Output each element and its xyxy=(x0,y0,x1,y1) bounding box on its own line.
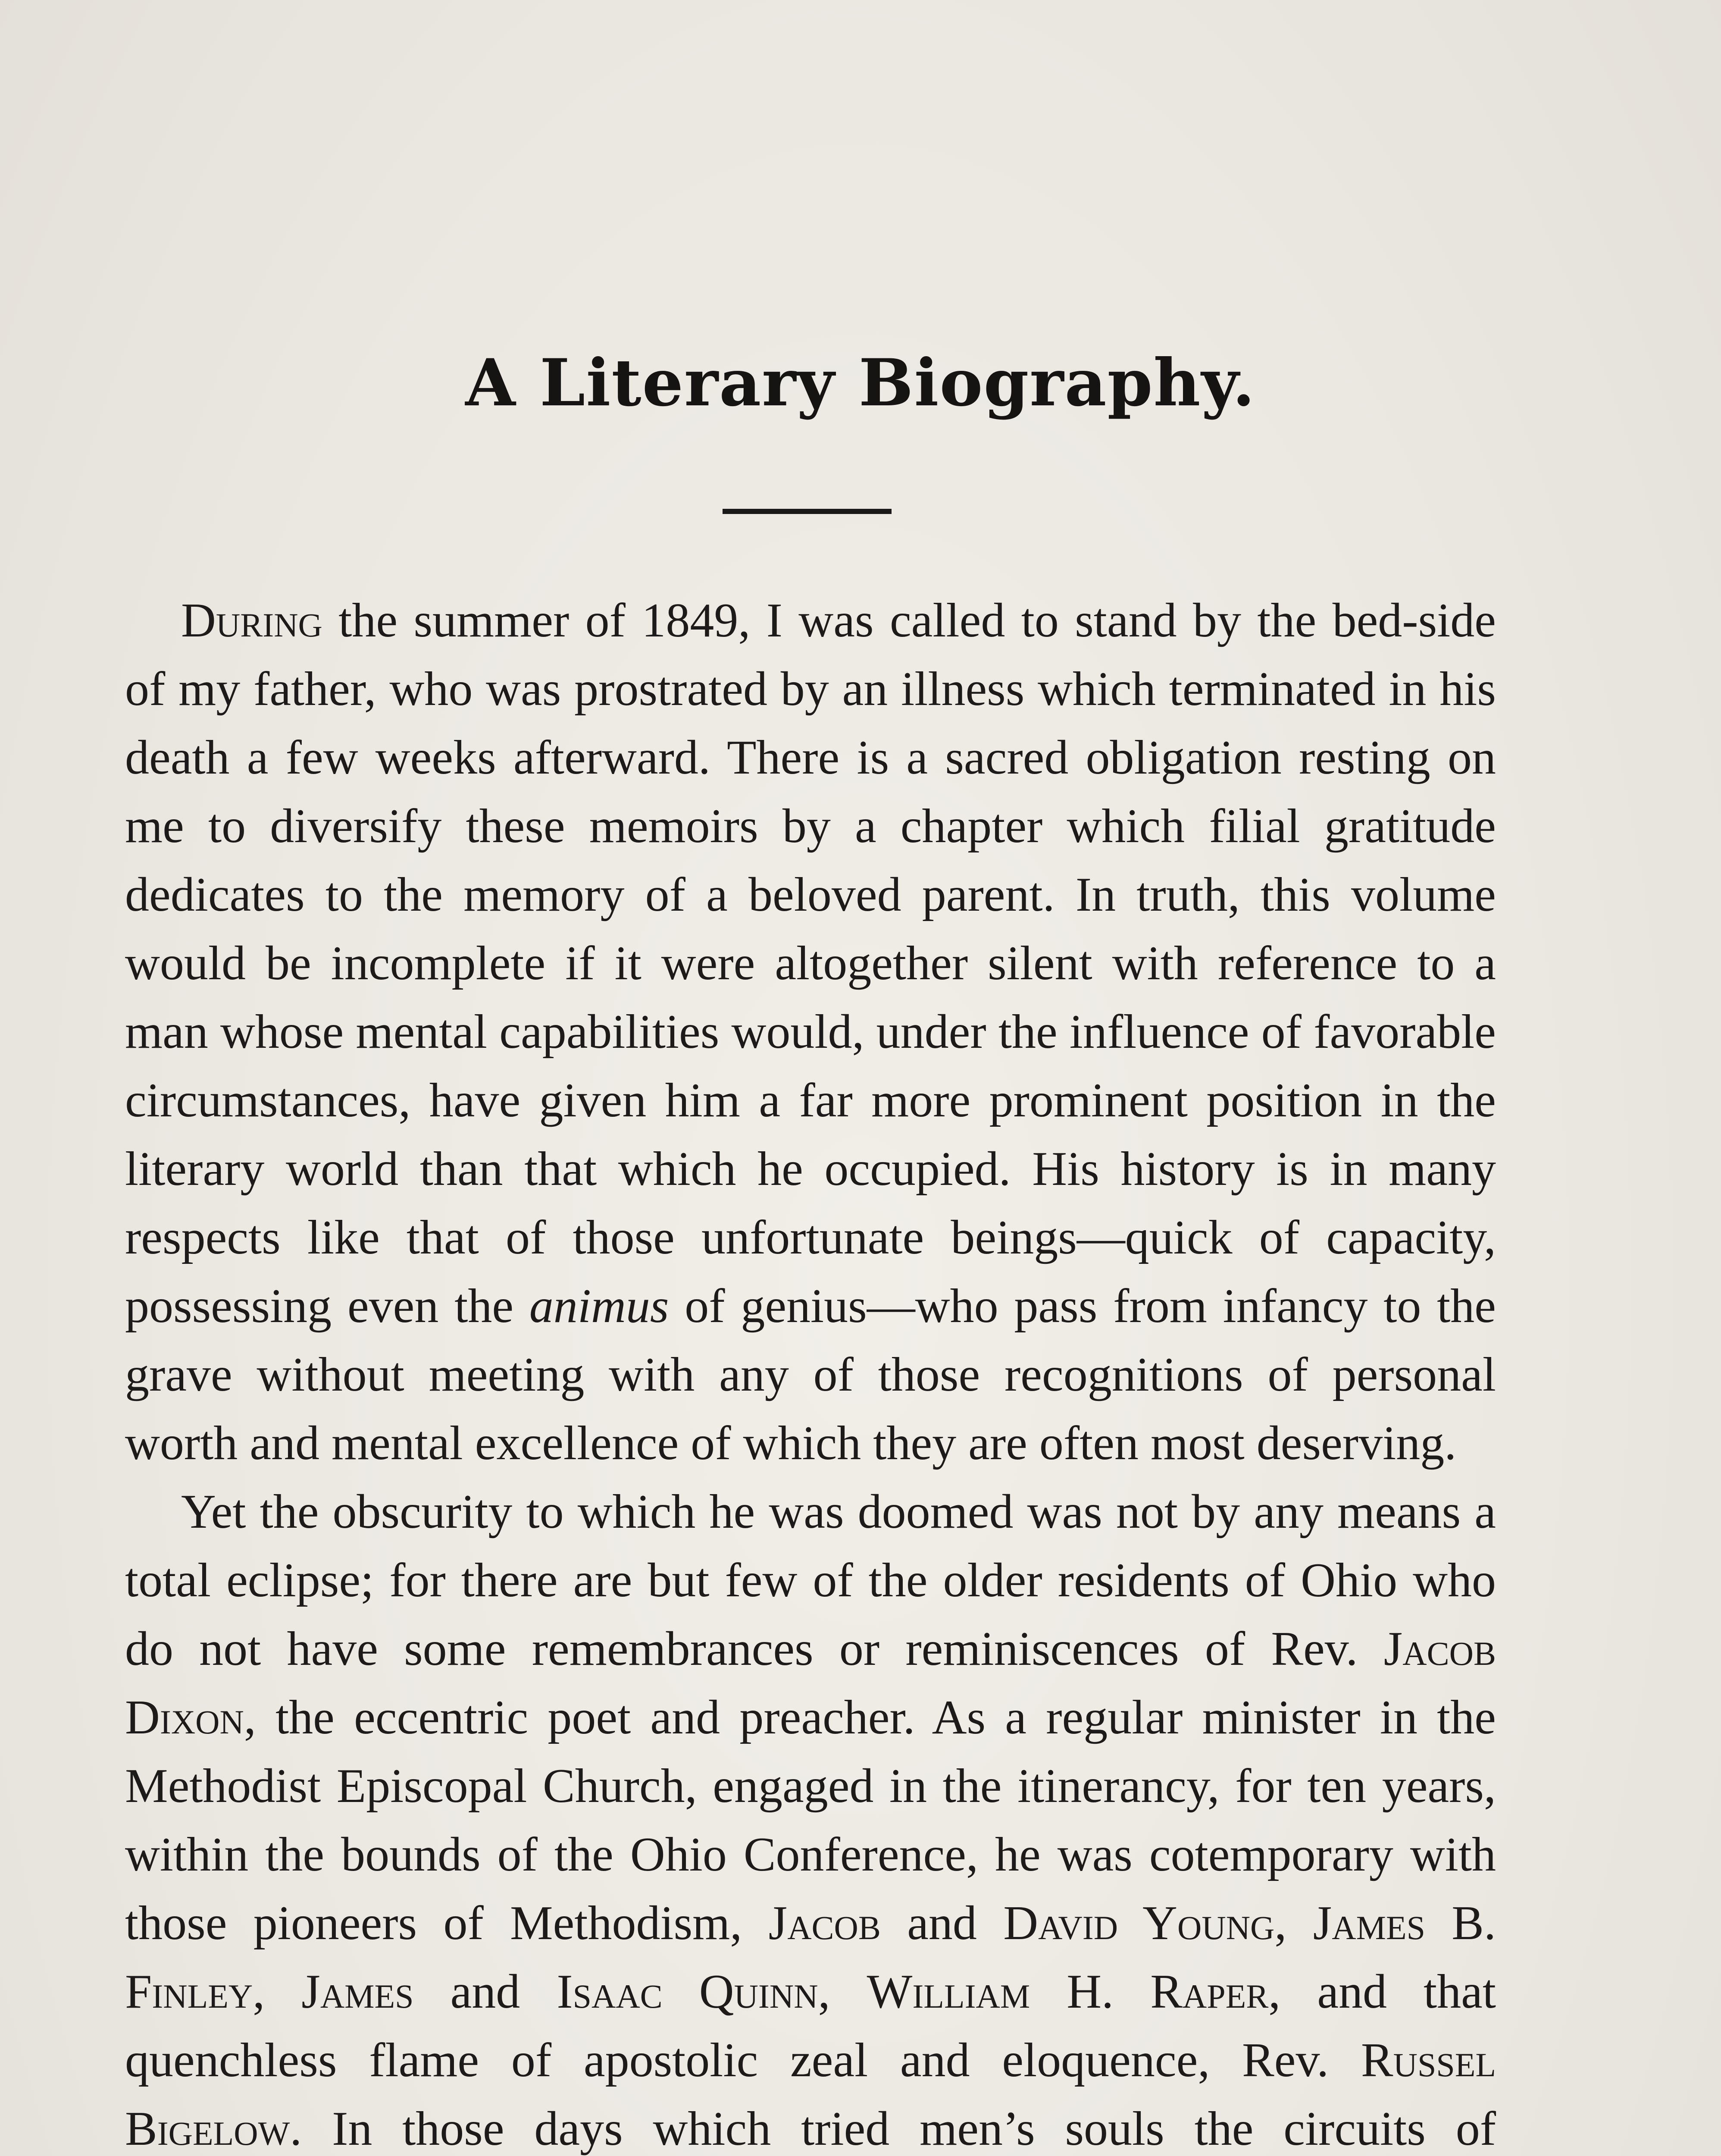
small-caps-run: James xyxy=(301,1965,414,2018)
text-run: Yet the obscurity to which he was doomed was not by any means a total eclipse; for there are but few of the older residents of Ohio who do not have some remembrances or reminiscences of Rev. xyxy=(125,1485,1496,1676)
text-run: , xyxy=(253,1965,302,2018)
text-run: , xyxy=(1274,1896,1313,1950)
small-caps-run: During xyxy=(181,594,322,647)
title-rule xyxy=(723,509,892,514)
text-run: and xyxy=(413,1965,557,2018)
small-caps-run: Russel Bigelow xyxy=(125,2034,1496,2156)
paragraph xyxy=(125,586,1496,1478)
text-run: and xyxy=(880,1896,1004,1950)
text-run: of genius—who pass from infancy to the grave without meeting with any of those recognitions of personal worth and mental excellence of which they are often most deserving. xyxy=(125,1279,1496,1470)
small-caps-run: Jacob Dixon xyxy=(125,1622,1496,1744)
small-caps-run: David Young xyxy=(1003,1896,1275,1950)
italic-run: animus xyxy=(529,1279,669,1333)
text-run: , and that quenchless flame of apostolic zeal and eloquence, Rev. xyxy=(125,1965,1496,2087)
text-run: , the eccentric poet and preacher. As a regular minister in the Methodist Episcopal Church, engaged in the itinerancy, for ten years, within the bounds of the Ohio Conference, he was cotemporary with those pioneers of Methodism, xyxy=(125,1691,1496,1950)
small-caps-run: Isaac Quinn xyxy=(557,1965,818,2018)
text-run: the summer of 1849, I was called to stand by the bed-side of my father, who was prostrated by an illness which terminated in his death a few weeks afterward. There is a sacred obligation resting on me to diversify these memoirs by a chapter which filial gratitude dedicates to the memory of a beloved parent. In truth, this volume would be incomplete if it were altogether silent with reference to a man whose mental capabilities would, under the influence of favorable circumstances, have given him a far more prominent position in the literary world than that which he occupied. His history is in many respects like that of those unfortunate beings—quick of capacity, possessing even the xyxy=(125,594,1496,1333)
paragraph xyxy=(125,1478,1496,2156)
small-caps-run: James B. Finley xyxy=(125,1896,1496,2018)
small-caps-run: William H. Raper xyxy=(867,1965,1269,2018)
body-text xyxy=(125,586,1496,2156)
chapter-title: A Literary Biography. xyxy=(465,345,1256,421)
text-run: , xyxy=(818,1965,867,2018)
small-caps-run: Jacob xyxy=(768,1896,881,1950)
text-run: . In those days which tried men’s souls the circuits of xyxy=(290,2102,1496,2156)
